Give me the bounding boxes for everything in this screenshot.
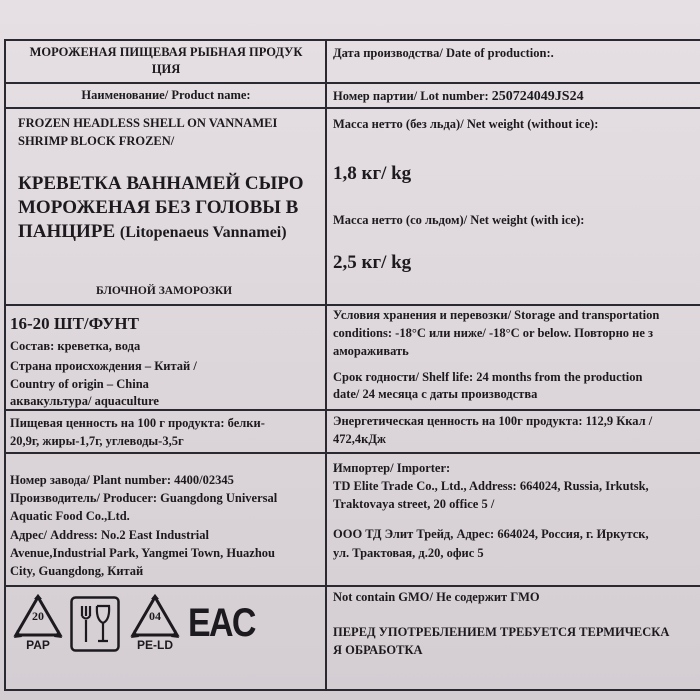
- recycle-pe-label: PE-LD: [137, 638, 173, 652]
- shelf-life-line2: date/ 24 месяца с даты производства: [333, 387, 538, 401]
- divider: [4, 304, 700, 306]
- origin-ru: Страна происхождения – Китай /: [10, 359, 197, 373]
- gmo-statement: Not contain GMO/ Не содержит ГМО: [333, 590, 540, 604]
- heat-treatment-warning-line1: ПЕРЕД УПОТРЕБЛЕНИЕМ ТРЕБУЕТСЯ ТЕРМИЧЕСКА: [333, 625, 670, 639]
- lot-number-value: 250724049JS24: [491, 89, 584, 104]
- eac-mark: EAC: [188, 601, 255, 645]
- column-divider: [325, 39, 327, 691]
- net-weight-without-ice-value: 1,8 кг/ kg: [333, 163, 412, 184]
- address-line3: City, Guangdong, Китай: [10, 564, 144, 578]
- product-name-ru-line1: КРЕВЕТКА ВАННАМЕЙ СЫРО: [18, 173, 304, 194]
- product-name-en-line2: SHRIMP BLOCK FROZEN/: [18, 134, 175, 148]
- storage-conditions-line1: Условия хранения и перевозки/ Storage and transportation: [333, 308, 660, 322]
- producer-line1: Производитель/ Producer: Guangdong Universal: [10, 491, 278, 505]
- lot-number-label: [333, 86, 584, 107]
- nutrition-line1: Пищевая ценность на 100 г продукта: белки-: [10, 416, 265, 430]
- plant-number: Номер завода/ Plant number: 4400/02345: [10, 473, 234, 487]
- origin-en: Country of origin – China: [10, 377, 149, 391]
- importer-ru-line1: ООО ТД Элит Трейд, Адрес: 664024, Россия, г. Иркутск,: [333, 527, 649, 541]
- product-name-ru-text: ПАНЦИРЕ: [18, 221, 116, 242]
- eac-mark-icon: [188, 600, 255, 646]
- producer-line2: Aquatic Food Co.,Ltd.: [10, 509, 130, 523]
- divider: [4, 585, 700, 587]
- product-name-en-line1: FROZEN HEADLESS SHELL ON VANNAMEI: [18, 116, 278, 130]
- product-name-label: Наименование/ Product name:: [81, 88, 251, 102]
- divider: [4, 409, 700, 411]
- ingredients: Состав: креветка, вода: [10, 339, 141, 353]
- storage-conditions-line3: амораживать: [333, 344, 409, 358]
- importer-en-line1: TD Elite Trade Co., Ltd., Address: 664024, Russia, Irkutsk,: [333, 479, 649, 493]
- count-per-pound: 16-20 ШТ/ФУНТ: [10, 314, 139, 333]
- lot-label-text: Номер партии/ Lot number:: [333, 89, 489, 103]
- net-weight-with-ice-value: 2,5 кг/ kg: [333, 252, 412, 273]
- product-latin-name: (Litopenaeus Vannamei): [119, 224, 287, 241]
- product-category-title: МОРОЖЕНАЯ ПИЩЕВАЯ РЫБНАЯ ПРОДУК: [29, 45, 303, 59]
- nutrition-line2: 20,9г, жиры-1,7г, углеводы-3,5г: [10, 434, 184, 448]
- net-weight-with-ice-label: Масса нетто (со льдом)/ Net weight (with ice):: [333, 213, 585, 227]
- importer-en-line2: Traktovaya street, 20 office 5 /: [333, 497, 495, 511]
- recycle-pe-ld-icon: [128, 593, 182, 655]
- food-safe-icon: [70, 596, 120, 652]
- divider: [4, 452, 700, 454]
- address-line2: Avenue,Industrial Park, Yangmei Town, Huazhou: [10, 546, 275, 560]
- production-date-label: Дата производства/ Date of production:.: [333, 46, 554, 60]
- importer-label: Импортер/ Importer:: [333, 461, 451, 475]
- recycle-pap-label: PAP: [26, 638, 50, 652]
- energy-line2: 472,4кДж: [333, 432, 386, 446]
- freeze-type: БЛОЧНОЙ ЗАМОРОЗКИ: [96, 285, 233, 297]
- aquaculture: аквакультура/ aquaculture: [10, 394, 159, 408]
- recycle-pe-number: 04: [149, 609, 161, 623]
- importer-ru-line2: ул. Трактовая, д.20, офис 5: [333, 546, 484, 560]
- address-line1: Адрес/ Address: No.2 East Industrial: [10, 528, 209, 542]
- storage-conditions-line2: conditions: -18°C или ниже/ -18°C or below. Повторно не з: [333, 326, 654, 340]
- recycle-pap-number: 20: [32, 609, 44, 623]
- product-name-ru-line2: МОРОЖЕНАЯ БЕЗ ГОЛОВЫ В: [18, 197, 299, 218]
- product-name-ru-line3: [18, 220, 287, 244]
- divider: [4, 107, 700, 109]
- divider: [4, 82, 700, 84]
- shelf-life-line1: Срок годности/ Shelf life: 24 months from the production: [333, 370, 643, 384]
- net-weight-without-ice-label: Масса нетто (без льда)/ Net weight (without ice):: [333, 117, 599, 131]
- recycle-pap-icon: [12, 593, 64, 655]
- heat-treatment-warning-line2: Я ОБРАБОТКА: [333, 643, 423, 657]
- product-category-title-cont: ЦИЯ: [151, 62, 181, 76]
- energy-line1: Энергетическая ценность на 100г продукта: 112,9 Ккал /: [333, 414, 653, 428]
